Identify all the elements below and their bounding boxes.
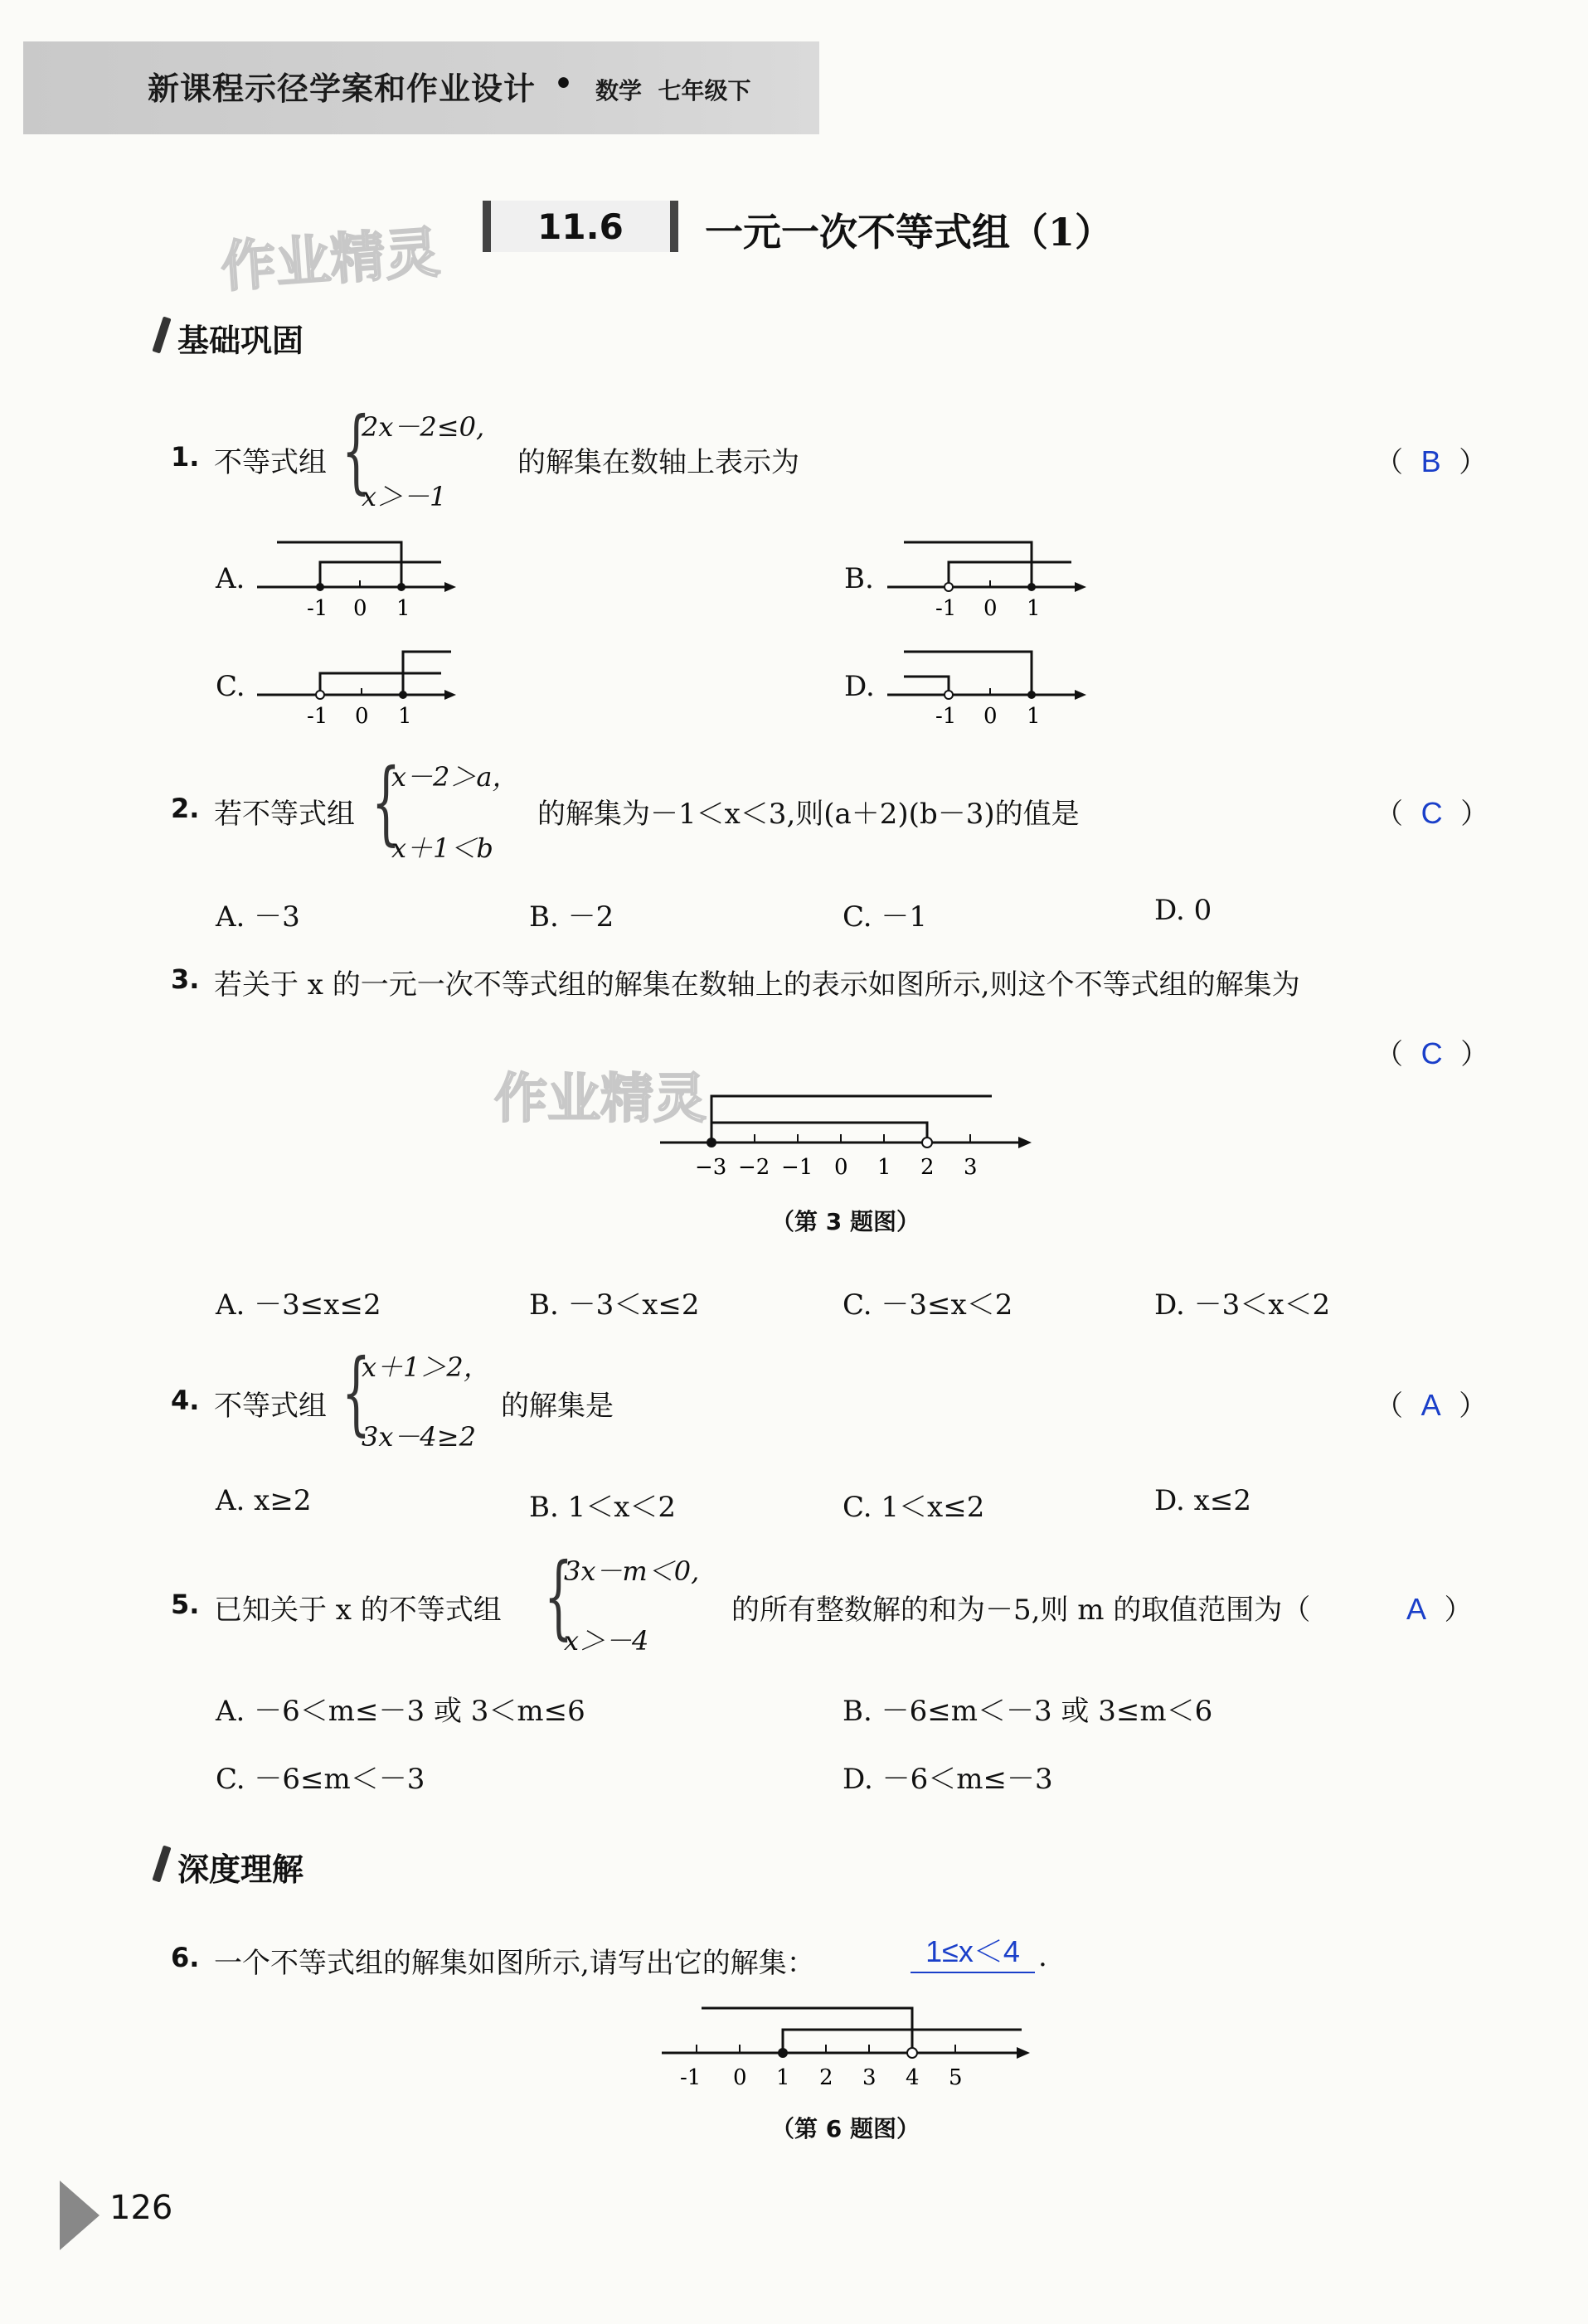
option-label: C. xyxy=(216,670,245,703)
question-text: 不等式组 xyxy=(214,1390,327,1423)
watermark: 作业精灵 xyxy=(219,220,442,300)
figure-caption: （第 3 题图） xyxy=(771,1208,920,1235)
figure-caption: （第 6 题图） xyxy=(771,2115,920,2142)
question-number: 4. xyxy=(171,1385,200,1416)
answer-blank[interactable] xyxy=(911,1929,1035,1973)
tick-label: −1 xyxy=(781,1155,813,1180)
option: D. x≤2 xyxy=(1154,1484,1251,1517)
tick-label: 2 xyxy=(819,2065,833,2090)
tick-label: 1 xyxy=(877,1155,891,1180)
system-line: 3x－m＜0, xyxy=(564,1555,700,1587)
system-line: x－2＞a， xyxy=(391,761,519,793)
answer-bracket: A ） xyxy=(1406,1592,1473,1627)
part-heading: 深度理解 xyxy=(177,1851,304,1888)
answer: B xyxy=(1420,444,1441,478)
question-number: 5. xyxy=(171,1589,200,1620)
option: D. －3＜x＜2 xyxy=(1154,1288,1331,1322)
question-text: 的解集在数轴上表示为 xyxy=(517,446,799,479)
option: C. －1 xyxy=(843,900,928,934)
option-label: B. xyxy=(844,562,874,595)
tick-label: 3 xyxy=(862,2065,877,2090)
number-line-figure-6 xyxy=(658,1990,1040,2098)
system-line: x＋1＜b xyxy=(391,832,493,864)
system-line: 2x－2≤0, xyxy=(362,411,485,443)
tick-label: -1 xyxy=(935,596,957,621)
number-line-c xyxy=(249,638,464,738)
tick-label: 0 xyxy=(733,2065,747,2090)
option-label: A. xyxy=(216,562,245,595)
number-line-a xyxy=(249,531,464,630)
tick-label: 1 xyxy=(398,704,412,729)
page-number: 126 xyxy=(109,2189,173,2227)
tick-label: 0 xyxy=(983,704,998,729)
brace: { xyxy=(342,397,371,503)
answer-bracket: （ C ） xyxy=(1375,796,1489,831)
brace: { xyxy=(372,749,401,855)
section-title: 一元一次不等式组（1） xyxy=(705,210,1114,255)
system-line: x＞－1 xyxy=(362,481,447,512)
option: A. －6＜m≤－3 或 3＜m≤6 xyxy=(216,1695,585,1728)
question-number: 2. xyxy=(171,793,200,824)
tick-label: -1 xyxy=(935,704,957,729)
option: B. 1＜x＜2 xyxy=(529,1491,677,1524)
system-line: x＋1＞2， xyxy=(362,1351,490,1383)
option-label: D. xyxy=(844,670,875,703)
pencil-icon xyxy=(152,317,171,354)
question-text: 若不等式组 xyxy=(214,798,355,831)
question-text: 的解集是 xyxy=(501,1390,614,1423)
tick-label: −2 xyxy=(738,1155,770,1180)
option: A. －3≤x≤2 xyxy=(216,1288,381,1322)
answer: A xyxy=(1420,1388,1441,1422)
number-line-d xyxy=(879,638,1095,738)
system-line: x＞－4 xyxy=(564,1625,649,1657)
watermark: 作业精灵 xyxy=(494,1069,707,1130)
tick-label: −3 xyxy=(695,1155,727,1180)
page-marker-icon xyxy=(60,2181,100,2250)
header-subject: 数学 七年级下 xyxy=(595,77,751,104)
tick-label: -1 xyxy=(307,704,328,729)
question-number: 1. xyxy=(171,441,200,473)
question-text: 不等式组 xyxy=(214,446,327,479)
number-line-figure-3 xyxy=(657,1078,1038,1186)
option: C. 1＜x≤2 xyxy=(843,1491,985,1524)
tick-label: 4 xyxy=(906,2065,920,2090)
question-text: 一个不等式组的解集如图所示,请写出它的解集： xyxy=(214,1947,815,1980)
book-title: 新课程示径学案和作业设计 xyxy=(148,70,537,107)
answer-bracket: （ C ） xyxy=(1375,1036,1489,1071)
question-text: 若关于 x 的一元一次不等式组的解集在数轴上的表示如图所示,则这个不等式组的解集为 xyxy=(214,968,1300,1002)
option: A. －3 xyxy=(216,900,300,934)
tick-label: 1 xyxy=(776,2065,790,2090)
answer: C xyxy=(1420,796,1443,830)
answer: C xyxy=(1420,1036,1443,1070)
tick-label: 5 xyxy=(949,2065,963,2090)
pencil-icon xyxy=(152,1846,171,1883)
period: . xyxy=(1038,1940,1047,1973)
tick-label: 0 xyxy=(355,704,369,729)
option: B. －3＜x≤2 xyxy=(529,1288,700,1322)
tick-label: 2 xyxy=(920,1155,935,1180)
question-number: 6. xyxy=(171,1942,200,1973)
tick-label: 0 xyxy=(353,596,367,621)
option: D. －6＜m≤－3 xyxy=(843,1763,1053,1796)
tick-label: 3 xyxy=(964,1155,978,1180)
option: B. －6≤m＜－3 或 3≤m＜6 xyxy=(843,1695,1213,1728)
tick-label: -1 xyxy=(680,2065,702,2090)
number-line-b xyxy=(879,531,1095,630)
question-text: 的所有整数解的和为－5,则 m 的取值范围为（ xyxy=(731,1594,1311,1627)
tick-label: -1 xyxy=(307,596,328,621)
tick-label: 1 xyxy=(1027,704,1041,729)
section-number: 11.6 xyxy=(483,201,678,252)
option: C. －6≤m＜－3 xyxy=(216,1763,425,1796)
answer: 1≤x＜4 xyxy=(925,1934,1020,1968)
tick-label: 1 xyxy=(1027,596,1041,621)
part-heading: 基础巩固 xyxy=(177,323,304,359)
tick-label: 1 xyxy=(396,596,410,621)
system-line: 3x－4≥2 xyxy=(362,1421,476,1453)
answer-bracket: （ A ） xyxy=(1375,1388,1488,1423)
tick-label: 0 xyxy=(834,1155,848,1180)
option: C. －3≤x＜2 xyxy=(843,1288,1013,1322)
option: D. 0 xyxy=(1154,894,1212,927)
tick-label: 0 xyxy=(983,596,998,621)
option: A. x≥2 xyxy=(216,1484,312,1517)
answer-bracket: （ B ） xyxy=(1375,444,1488,479)
brace: { xyxy=(342,1339,371,1445)
brace: { xyxy=(544,1543,573,1649)
question-text: 的解集为－1＜x＜3,则(a＋2)(b－3)的值是 xyxy=(537,798,1080,831)
question-text: 已知关于 x 的不等式组 xyxy=(214,1594,502,1627)
answer: A xyxy=(1406,1592,1427,1626)
question-number: 3. xyxy=(171,963,200,995)
option: B. －2 xyxy=(529,900,614,934)
header-dot: • xyxy=(554,66,574,101)
